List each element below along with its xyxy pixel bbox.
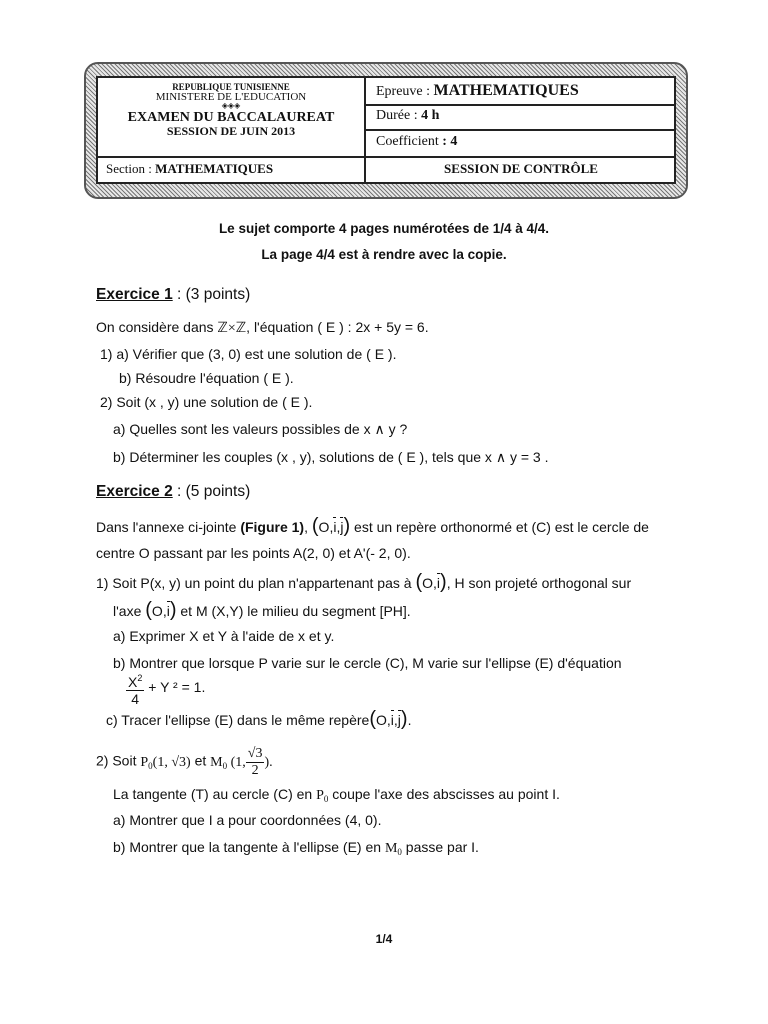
page-number: 1/4: [375, 932, 393, 946]
ex2-paragraph-line-1: Dans l'annexe ci-jointe (Figure 1), (O,i,j) est un repère orthonormé et (C) est le cercle de: [96, 515, 649, 537]
section-row: Section : MATHEMATIQUES: [106, 161, 274, 176]
exercise-2-title: Exercice 2 : (5 points): [96, 483, 251, 500]
ex2-q1: 1) Soit P(x, y) un point du plan n'appartenant pas à (O,i), H son projeté orthogonal sur: [96, 571, 632, 593]
intro-line-1: Le sujet comporte 4 pages numérotées de 1/4 à 4/4.: [218, 221, 550, 236]
exam-title: EXAMEN DU BACCALAUREAT: [127, 110, 335, 125]
session-type: SESSION DE CONTRÔLE: [444, 161, 598, 176]
ellipse-equation: $\frac{X^2}{4}$ + Y ² = 1.: [126, 670, 205, 707]
duree-row: Durée : 4 h: [376, 108, 440, 123]
ex1-q2b: b) Déterminer les couples (x , y), solutions de ( E ), tels que x ∧ y = 3 .: [113, 449, 549, 465]
coefficient-row: Coefficient : 4: [376, 134, 458, 149]
ornament: ◈◈◈: [221, 101, 241, 110]
header-table: [96, 76, 676, 184]
header-frame: [84, 62, 688, 199]
ex2-q2-line-2: La tangente (T) au cercle (C) en $P_0$ coupe l'axe des abscisses au point I.: [113, 786, 560, 804]
ministry-label: MINISTERE DE L'EDUCATION: [155, 91, 307, 103]
ex2-q1b: b) Montrer que lorsque P varie sur le cercle (C), M varie sur l'ellipse (E) d'équation: [113, 655, 622, 671]
ex1-q1b: b) Résoudre l'équation ( E ).: [119, 370, 294, 386]
exercise-1-statement: On considère dans ℤ×ℤ, l'équation ( E ) : 2x + 5y = 6.: [96, 319, 429, 336]
ex2-q1c: c) Tracer l'ellipse (E) dans le même repère(O,i,j).: [106, 708, 412, 730]
epreuve-value: MATHEMATIQUES: [433, 82, 579, 99]
ex2-paragraph-line-2: centre O passant par les points A(2, 0) et A'(- 2, 0).: [96, 545, 411, 561]
republic-label: REPUBLIQUE TUNISIENNE: [172, 82, 290, 92]
ex2-q1a: a) Exprimer X et Y à l'aide de x et y.: [113, 628, 335, 644]
intro-line-2: La page 4/4 est à rendre avec la copie.: [261, 247, 507, 262]
exercise-1-title: Exercice 1 : (3 points): [96, 286, 251, 303]
ex2-q1-line-2: l'axe (O,i) et M (X,Y) le milieu du segment [PH].: [113, 599, 411, 621]
ex2-q2: 2) Soit $P_0(1$, √3) et $M_0$ (1, $\frac{√3}{2}$ ).: [96, 746, 273, 778]
ex1-q1a: 1) a) Vérifier que (3, 0) est une solution de ( E ).: [100, 346, 397, 362]
epreuve-row: Epreuve : MATHEMATIQUES: [376, 82, 579, 99]
ex2-q2a: a) Montrer que I a pour coordonnées (4, 0).: [113, 812, 382, 828]
ex1-q2a: a) Quelles sont les valeurs possibles de x ∧ y ?: [113, 421, 408, 437]
ex2-q2b: b) Montrer que la tangente à l'ellipse (E) en $M_0$ passe par I.: [113, 839, 479, 857]
session-title: SESSION DE JUIN 2013: [166, 124, 296, 138]
ex1-q2: 2) Soit (x , y) une solution de ( E ).: [100, 394, 313, 410]
